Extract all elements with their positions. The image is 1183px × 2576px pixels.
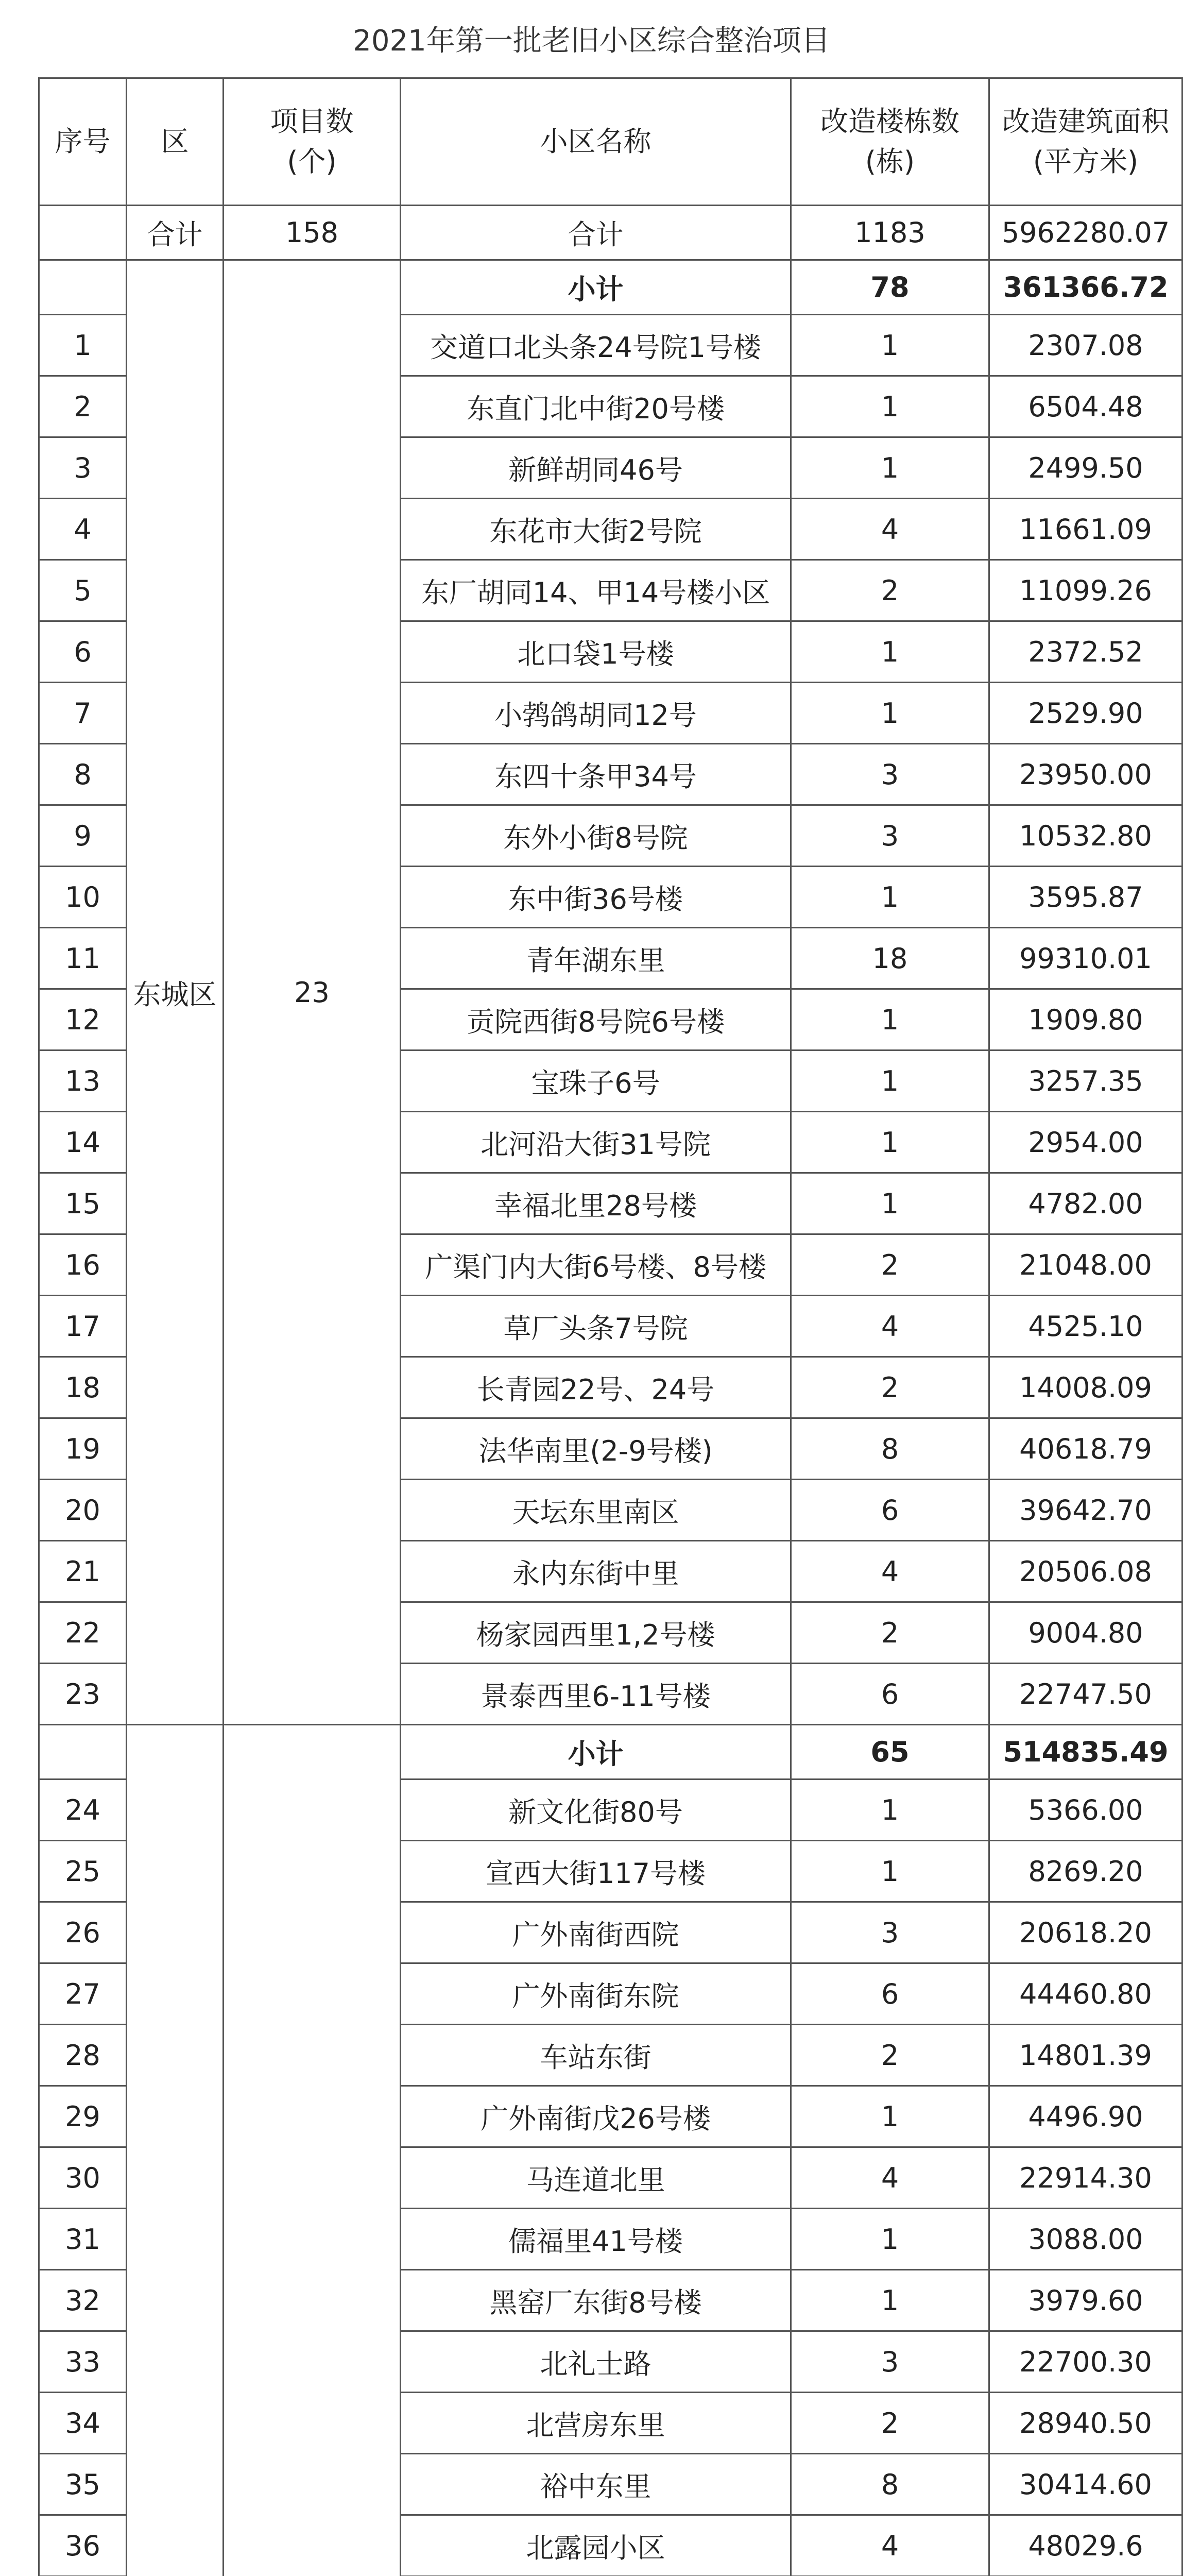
row-seq: 14 [39,1112,127,1173]
header-buildings [791,78,989,206]
row-name: 天坛东里南区 [401,1480,791,1541]
row-buildings: 2 [791,1602,989,1664]
header-buildings-line1: 改造楼栋数 [820,105,959,138]
project-count-cell [224,1725,401,2576]
row-buildings: 4 [791,2147,989,2209]
row-seq: 32 [39,2270,127,2331]
header-district: 区 [127,78,224,206]
row-area: 2499.50 [989,437,1182,499]
row-seq: 31 [39,2209,127,2270]
row-seq: 2 [39,376,127,437]
row-seq: 18 [39,1357,127,1418]
row-seq: 24 [39,1780,127,1841]
row-name: 裕中东里 [401,2454,791,2515]
subtotal-buildings: 65 [791,1725,989,1780]
row-name: 北露园小区 [401,2515,791,2576]
row-name: 东外小街8号院 [401,805,791,867]
row-area: 2529.90 [989,683,1182,744]
row-seq: 13 [39,1050,127,1112]
page-title: 2021年第一批老旧小区综合整治项目 [353,24,830,58]
row-name: 永内东街中里 [401,1541,791,1602]
row-buildings: 3 [791,1902,989,1963]
row-buildings: 1 [791,1050,989,1112]
subtotal-seq [39,1725,127,1780]
row-area: 6504.48 [989,376,1182,437]
row-seq: 20 [39,1480,127,1541]
subtotal-area: 514835.49 [989,1725,1182,1780]
header-buildings-line2: (栋) [865,145,915,178]
row-area: 3595.87 [989,867,1182,928]
row-name: 马连道北里 [401,2147,791,2209]
district-cell [127,1725,224,2576]
subtotal-row [39,1725,1182,1780]
row-name: 宝珠子6号 [401,1050,791,1112]
row-buildings: 1 [791,2209,989,2270]
subtotal-name: 小计 [401,260,791,315]
row-buildings: 1 [791,315,989,376]
row-buildings: 2 [791,1234,989,1296]
row-buildings: 4 [791,2515,989,2576]
row-area: 4525.10 [989,1296,1182,1357]
row-buildings: 1 [791,376,989,437]
row-seq: 29 [39,2086,127,2147]
row-buildings: 1 [791,621,989,683]
row-buildings: 8 [791,1418,989,1480]
row-buildings: 4 [791,1296,989,1357]
row-buildings: 1 [791,2270,989,2331]
row-seq: 6 [39,621,127,683]
row-area: 23950.00 [989,744,1182,805]
row-seq: 11 [39,928,127,989]
row-area: 2372.52 [989,621,1182,683]
district-cell: 东城区 [127,260,224,1725]
row-name: 广外南街戊26号楼 [401,2086,791,2147]
row-seq: 36 [39,2515,127,2576]
row-area: 1909.80 [989,989,1182,1050]
row-seq: 30 [39,2147,127,2209]
row-buildings: 3 [791,744,989,805]
row-area: 30414.60 [989,2454,1182,2515]
subtotal-area: 361366.72 [989,260,1182,315]
row-buildings: 1 [791,1841,989,1902]
row-name: 东四十条甲34号 [401,744,791,805]
row-name: 东厂胡同14、甲14号楼小区 [401,560,791,621]
row-seq: 34 [39,2393,127,2454]
row-buildings: 4 [791,499,989,560]
row-name: 广渠门内大街6号楼、8号楼 [401,1234,791,1296]
row-seq: 23 [39,1664,127,1725]
total-name: 合计 [401,206,791,260]
row-area: 21048.00 [989,1234,1182,1296]
row-name: 北河沿大街31号院 [401,1112,791,1173]
row-name: 新文化街80号 [401,1780,791,1841]
subtotal-name: 小计 [401,1725,791,1780]
row-name: 长青园22号、24号 [401,1357,791,1418]
row-name: 青年湖东里 [401,928,791,989]
row-name: 贡院西街8号院6号楼 [401,989,791,1050]
header-name: 小区名称 [401,78,791,206]
row-name: 黑窑厂东街8号楼 [401,2270,791,2331]
total-buildings: 1183 [791,206,989,260]
row-area: 2307.08 [989,315,1182,376]
total-seq [39,206,127,260]
row-seq: 27 [39,1963,127,2025]
row-area: 48029.6 [989,2515,1182,2576]
row-area: 22747.50 [989,1664,1182,1725]
header-count-line1: 项目数 [270,105,354,138]
row-area: 20506.08 [989,1541,1182,1602]
row-name: 杨家园西里1,2号楼 [401,1602,791,1664]
row-area: 11099.26 [989,560,1182,621]
header-count-line2: (个) [287,145,337,178]
row-name: 广外南街西院 [401,1902,791,1963]
row-area: 28940.50 [989,2393,1182,2454]
row-buildings: 1 [791,683,989,744]
row-area: 3257.35 [989,1050,1182,1112]
row-buildings: 2 [791,2025,989,2086]
row-seq: 15 [39,1173,127,1234]
header-seq: 序号 [39,78,127,206]
row-area: 39642.70 [989,1480,1182,1541]
row-seq: 26 [39,1902,127,1963]
row-buildings: 1 [791,1780,989,1841]
total-label: 合计 [127,206,224,260]
row-seq: 21 [39,1541,127,1602]
row-name: 小鹁鸽胡同12号 [401,683,791,744]
row-name: 北营房东里 [401,2393,791,2454]
header-area-line2: (平方米) [1033,145,1139,178]
subtotal-buildings: 78 [791,260,989,315]
row-buildings: 1 [791,1173,989,1234]
row-seq: 17 [39,1296,127,1357]
row-buildings: 1 [791,989,989,1050]
row-seq: 35 [39,2454,127,2515]
row-buildings: 6 [791,1963,989,2025]
row-area: 40618.79 [989,1418,1182,1480]
row-name: 交道口北头条24号院1号楼 [401,315,791,376]
row-area: 8269.20 [989,1841,1182,1902]
row-buildings: 6 [791,1480,989,1541]
row-area: 4496.90 [989,2086,1182,2147]
row-name: 法华南里(2-9号楼) [401,1418,791,1480]
row-name: 东直门北中街20号楼 [401,376,791,437]
row-name: 景泰西里6-11号楼 [401,1664,791,1725]
row-area: 4782.00 [989,1173,1182,1234]
row-area: 22914.30 [989,2147,1182,2209]
row-seq: 25 [39,1841,127,1902]
total-count: 158 [224,206,401,260]
row-area: 3979.60 [989,2270,1182,2331]
row-seq: 4 [39,499,127,560]
row-seq: 16 [39,1234,127,1296]
row-buildings: 3 [791,2331,989,2393]
row-seq: 9 [39,805,127,867]
row-seq: 8 [39,744,127,805]
row-seq: 19 [39,1418,127,1480]
row-seq: 5 [39,560,127,621]
header-row [39,78,1182,206]
row-buildings: 2 [791,1357,989,1418]
row-buildings: 1 [791,2086,989,2147]
row-area: 5366.00 [989,1780,1182,1841]
row-buildings: 2 [791,2393,989,2454]
row-name: 北口袋1号楼 [401,621,791,683]
row-seq: 1 [39,315,127,376]
row-name: 草厂头条7号院 [401,1296,791,1357]
row-buildings: 18 [791,928,989,989]
total-area: 5962280.07 [989,206,1182,260]
projects-table [38,77,1183,2576]
row-name: 宣西大街117号楼 [401,1841,791,1902]
row-name: 北礼士路 [401,2331,791,2393]
row-name: 车站东街 [401,2025,791,2086]
row-seq: 33 [39,2331,127,2393]
row-name: 幸福北里28号楼 [401,1173,791,1234]
row-name: 广外南街东院 [401,1963,791,2025]
row-buildings: 6 [791,1664,989,1725]
row-name: 新鲜胡同46号 [401,437,791,499]
row-buildings: 4 [791,1541,989,1602]
row-area: 9004.80 [989,1602,1182,1664]
row-area: 44460.80 [989,1963,1182,2025]
row-area: 3088.00 [989,2209,1182,2270]
row-buildings: 3 [791,805,989,867]
row-area: 99310.01 [989,928,1182,989]
row-area: 11661.09 [989,499,1182,560]
row-seq: 22 [39,1602,127,1664]
row-area: 20618.20 [989,1902,1182,1963]
row-buildings: 8 [791,2454,989,2515]
header-area [989,78,1182,206]
row-area: 14008.09 [989,1357,1182,1418]
row-seq: 12 [39,989,127,1050]
row-name: 东中街36号楼 [401,867,791,928]
header-area-line1: 改造建筑面积 [1002,105,1169,138]
row-seq: 28 [39,2025,127,2086]
row-seq: 7 [39,683,127,744]
row-buildings: 2 [791,560,989,621]
row-area: 2954.00 [989,1112,1182,1173]
row-seq: 10 [39,867,127,928]
row-name: 儒福里41号楼 [401,2209,791,2270]
row-area: 22700.30 [989,2331,1182,2393]
row-name: 东花市大街2号院 [401,499,791,560]
row-area: 10532.80 [989,805,1182,867]
row-seq: 3 [39,437,127,499]
total-row [39,206,1182,260]
subtotal-seq [39,260,127,315]
row-buildings: 1 [791,437,989,499]
row-buildings: 1 [791,867,989,928]
row-area: 14801.39 [989,2025,1182,2086]
header-project-count [224,78,401,206]
row-buildings: 1 [791,1112,989,1173]
subtotal-row [39,260,1182,315]
project-count-cell: 23 [224,260,401,1725]
